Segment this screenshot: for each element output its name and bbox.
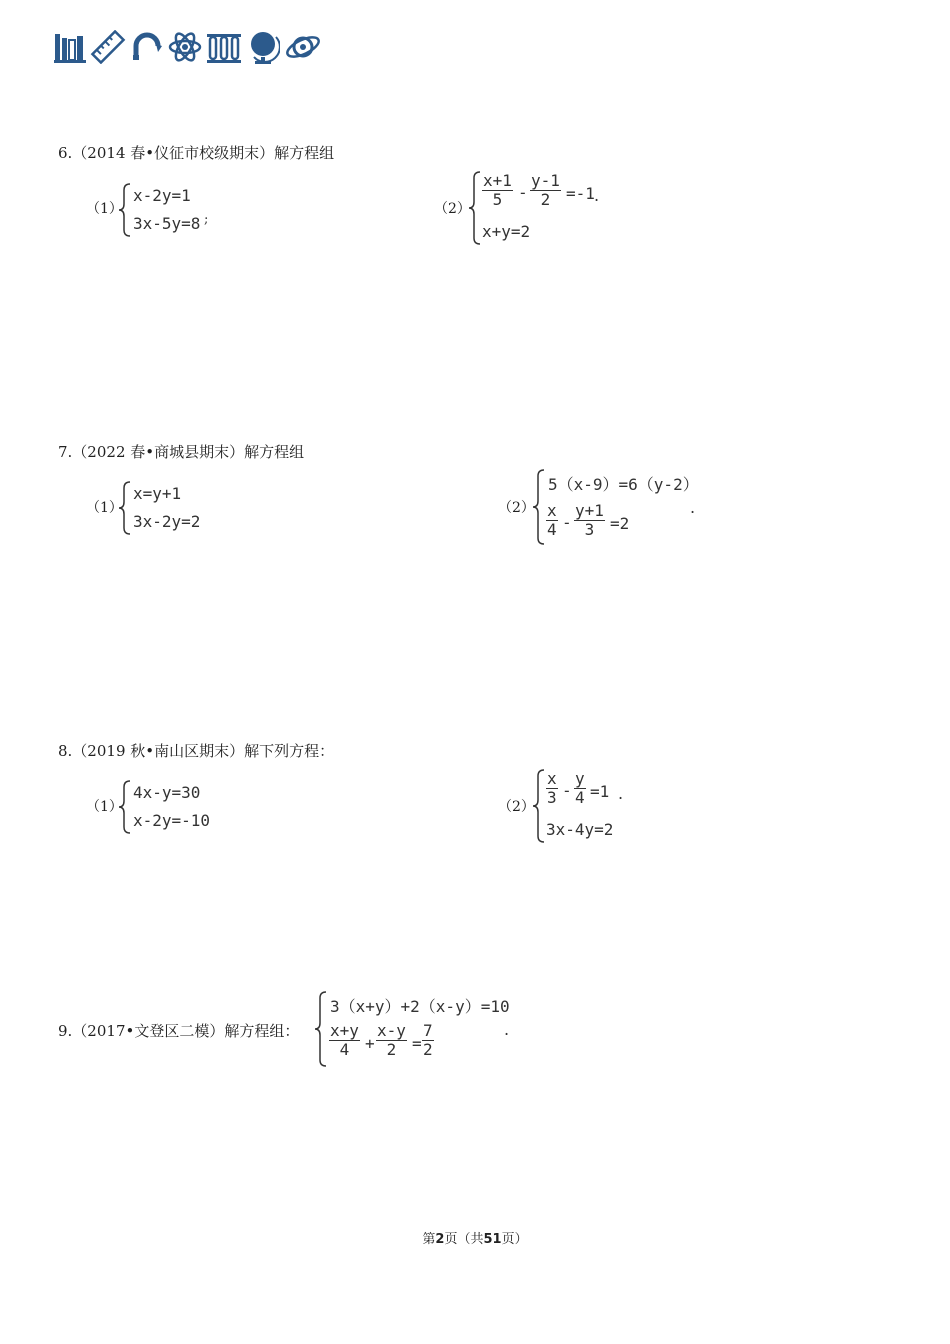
right-hand-side: =2 <box>610 514 630 533</box>
fraction: $\frac{7}{2}$ <box>423 1021 433 1059</box>
equation-2: 3x-4y=2 <box>546 820 614 839</box>
fraction: $\frac{x}{4}$ <box>547 501 557 539</box>
problem-6-part2-system <box>468 170 618 246</box>
fraction: $\frac{y+1}{3}$ <box>575 501 604 539</box>
punctuation: . <box>690 498 696 517</box>
header-icon-bar <box>54 28 322 66</box>
equation-1: 4x-y=30 <box>133 783 201 802</box>
problem-6-title: 6.（2014 春•仪征市校级期末）解方程组 <box>58 144 335 162</box>
equation-2: x-2y=-10 <box>133 811 211 830</box>
left-brace-icon <box>468 170 482 246</box>
left-brace-icon <box>118 480 132 536</box>
footer-suffix: 页） <box>501 1232 528 1247</box>
equation-1: x=y+1 <box>133 484 182 503</box>
left-brace-icon <box>314 990 328 1068</box>
punctuation: ; <box>204 212 209 227</box>
problem-8-part2-system <box>532 768 642 844</box>
fraction: $\frac{y}{4}$ <box>575 769 585 807</box>
problem-9-title: 9.（2017•文登区二模）解方程组： <box>58 1022 300 1040</box>
equation-2: 3x-2y=2 <box>133 512 201 531</box>
fraction: $\frac{x-y}{2}$ <box>377 1021 406 1059</box>
problem-8-part1-system <box>118 779 228 835</box>
fraction: $\frac{x+y}{4}$ <box>330 1021 359 1059</box>
fraction: $\frac{y-1}{2}$ <box>531 171 560 209</box>
minus-sign: - <box>518 183 528 202</box>
minus-sign: - <box>562 513 572 532</box>
problem-7-title: 7.（2022 春•商城县期末）解方程组 <box>58 443 305 461</box>
right-hand-side: =-1 <box>566 184 595 203</box>
punctuation: . <box>504 1020 510 1039</box>
left-brace-icon <box>532 468 546 546</box>
books-icon <box>54 30 86 64</box>
plus-sign: + <box>365 1034 375 1053</box>
minus-sign: - <box>562 781 572 800</box>
magnet-icon <box>130 30 164 64</box>
page-number: 2 <box>435 1232 445 1247</box>
globe-icon <box>246 29 280 65</box>
equation-1: x-2y=1 <box>133 186 191 205</box>
problem-6-part1-system <box>118 182 218 238</box>
left-brace-icon <box>532 768 546 844</box>
equation-1: 3（x+y）+2（x-y）=10 <box>330 997 510 1016</box>
ruler-icon <box>90 30 126 64</box>
equals-sign: = <box>412 1034 422 1053</box>
problem-8-title: 8.（2019 秋•南山区期末）解下列方程： <box>58 742 335 760</box>
equation-2: 3x-5y=8 <box>133 214 201 233</box>
atom-icon <box>168 30 202 64</box>
right-hand-side: =1 <box>590 782 610 801</box>
problem-6-part2-label: （2） <box>434 201 471 217</box>
left-brace-icon <box>118 779 132 835</box>
footer-mid: 页（共 <box>444 1232 484 1247</box>
page-footer <box>0 1228 950 1247</box>
problem-7-part1-label: （1） <box>86 500 123 516</box>
fraction: $\frac{x+1}{5}$ <box>483 171 512 209</box>
problem-7-part2-system <box>532 468 702 546</box>
fraction: $\frac{x}{3}$ <box>547 769 557 807</box>
problem-6-part1-label: （1） <box>86 201 123 217</box>
equation-2: x+y=2 <box>482 222 531 241</box>
punctuation: . <box>618 784 624 803</box>
problem-7-part2-label: （2） <box>498 500 535 516</box>
equation-1: 5（x-9）=6（y-2） <box>548 475 699 494</box>
footer-prefix: 第 <box>422 1232 436 1247</box>
problem-9-system <box>314 990 514 1068</box>
problem-7-part1-system <box>118 480 228 536</box>
punctuation: . <box>594 186 600 205</box>
test-tubes-icon <box>206 30 242 64</box>
problem-8-part1-label: （1） <box>86 799 123 815</box>
total-pages: 51 <box>483 1232 502 1247</box>
problem-8-part2-label: （2） <box>498 799 535 815</box>
left-brace-icon <box>118 182 132 238</box>
planet-icon <box>284 30 322 64</box>
